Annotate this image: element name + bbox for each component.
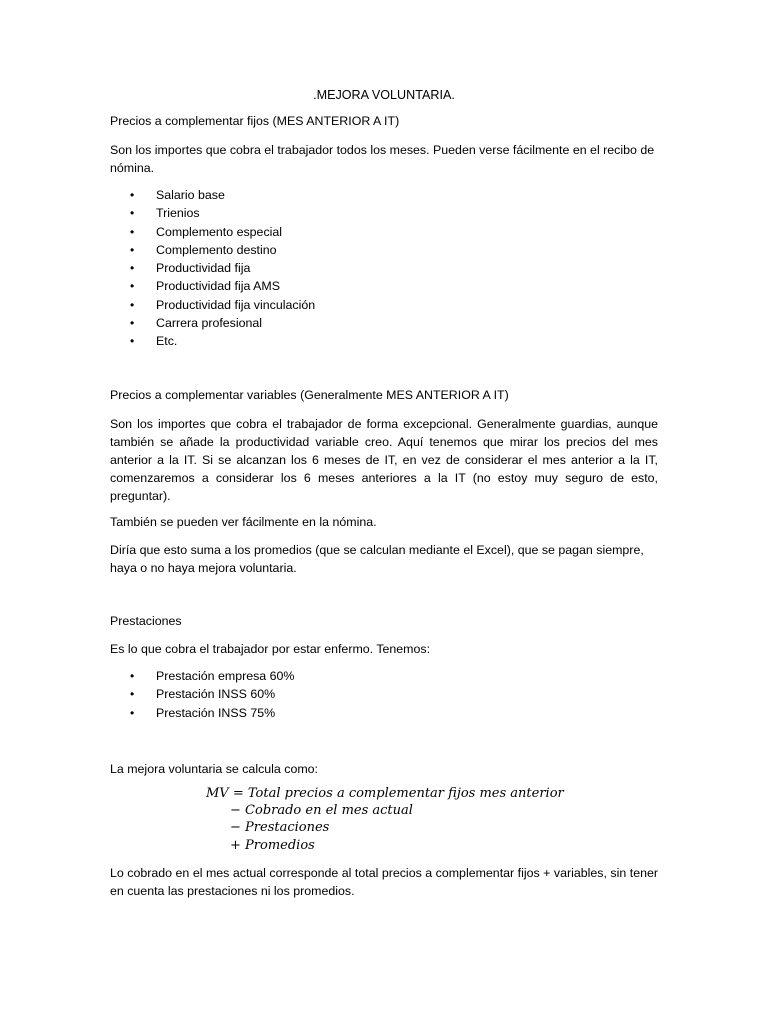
list-item <box>110 667 658 685</box>
bullet-icon: • <box>130 188 135 202</box>
formula-line-3: Prestaciones <box>245 820 330 836</box>
list-item <box>110 223 658 241</box>
bullet-icon: • <box>130 279 135 294</box>
section-fixed-description: Son los importes que cobra el trabajador todos los meses. Pueden verse fácilmente en el recibo de nómina. <box>110 143 655 175</box>
list-item-label: Trienios <box>156 206 200 221</box>
formula-op-2: − <box>230 803 241 819</box>
list-item <box>110 685 658 703</box>
formula-op-3: − <box>230 820 241 836</box>
list-item-label: Etc. <box>156 334 178 349</box>
list-item <box>110 296 658 314</box>
bullet-icon: • <box>130 297 135 312</box>
list-item-label: Prestación INSS 60% <box>156 687 276 702</box>
formula-line-2: Cobrado en el mes actual <box>245 803 413 819</box>
list-item <box>110 241 658 259</box>
bullet-icon: • <box>130 334 135 349</box>
section-fixed-heading: Precios a complementar fijos (MES ANTERIOR A IT) <box>110 114 400 128</box>
bullet-icon: • <box>130 669 135 683</box>
document-title: .MEJORA VOLUNTARIA. <box>313 88 455 102</box>
list-item <box>110 704 658 722</box>
bullet-icon: • <box>130 705 135 720</box>
list-item-label: Complemento especial <box>156 224 283 239</box>
bullet-icon: • <box>130 316 135 331</box>
formula-lhs: MV <box>206 786 229 801</box>
list-item <box>110 314 658 332</box>
list-item-label: Productividad fija vinculación <box>156 297 316 312</box>
section-benefits-description: Es lo que cobra el trabajador por estar enfermo. Tenemos: <box>110 642 431 656</box>
list-item-label: Prestación INSS 75% <box>156 705 276 720</box>
formula-equals: = <box>232 786 244 801</box>
formula-line-1: Total precios a complementar fijos mes anterior <box>247 786 564 801</box>
section-benefits-heading: Prestaciones <box>110 614 182 628</box>
list-item-label: Prestación empresa 60% <box>156 669 295 683</box>
list-item <box>110 332 658 350</box>
list-item <box>110 277 658 295</box>
list-item-label: Complemento destino <box>156 242 277 257</box>
list-item-label: Productividad fija <box>156 261 251 276</box>
section-variable-heading: Precios a complementar variables (Generalmente MES ANTERIOR A IT) <box>110 388 509 402</box>
benefits-items-list <box>110 667 658 722</box>
section-variable-note-1: También se pueden ver fácilmente en la nómina. <box>110 515 377 529</box>
list-item <box>110 259 658 277</box>
list-item <box>110 204 658 222</box>
formula-line-4: Promedios <box>245 837 315 853</box>
list-item-label: Productividad fija AMS <box>156 279 280 294</box>
list-item-label: Carrera profesional <box>156 316 263 331</box>
formula-conclusion: Lo cobrado en el mes actual corresponde al total precios a complementar fijos + variables, sin tener en cuenta las prestaciones ni los promedios. <box>110 866 658 898</box>
section-variable-description: Son los importes que cobra el trabajador de forma excepcional. Generalmente guardias, aunque también se añade la productividad variable creo. Aquí tenemos que mirar los precios del mes anterior a la IT. Si se alcanzan los 6 meses de IT, en vez de considerar el mes anterior a la IT, comenzaremos a considerar los 6 meses anteriores a la IT (no estoy muy seguro de esto, preguntar). <box>110 417 658 503</box>
mejora-voluntaria-formula <box>206 785 564 854</box>
bullet-icon: • <box>130 224 135 239</box>
bullet-icon: • <box>130 261 135 276</box>
section-variable-note-2: Diría que esto suma a los promedios (que se calculan mediante el Excel), que se pagan siempre, haya o no haya mejora voluntaria. <box>110 543 644 575</box>
bullet-icon: • <box>130 206 135 221</box>
fixed-items-list <box>110 186 658 351</box>
bullet-icon: • <box>130 687 135 702</box>
bullet-icon: • <box>130 242 135 257</box>
formula-op-4: + <box>230 837 241 853</box>
list-item-label: Salario base <box>156 188 225 202</box>
formula-intro: La mejora voluntaria se calcula como: <box>110 762 318 776</box>
list-item <box>110 186 658 204</box>
